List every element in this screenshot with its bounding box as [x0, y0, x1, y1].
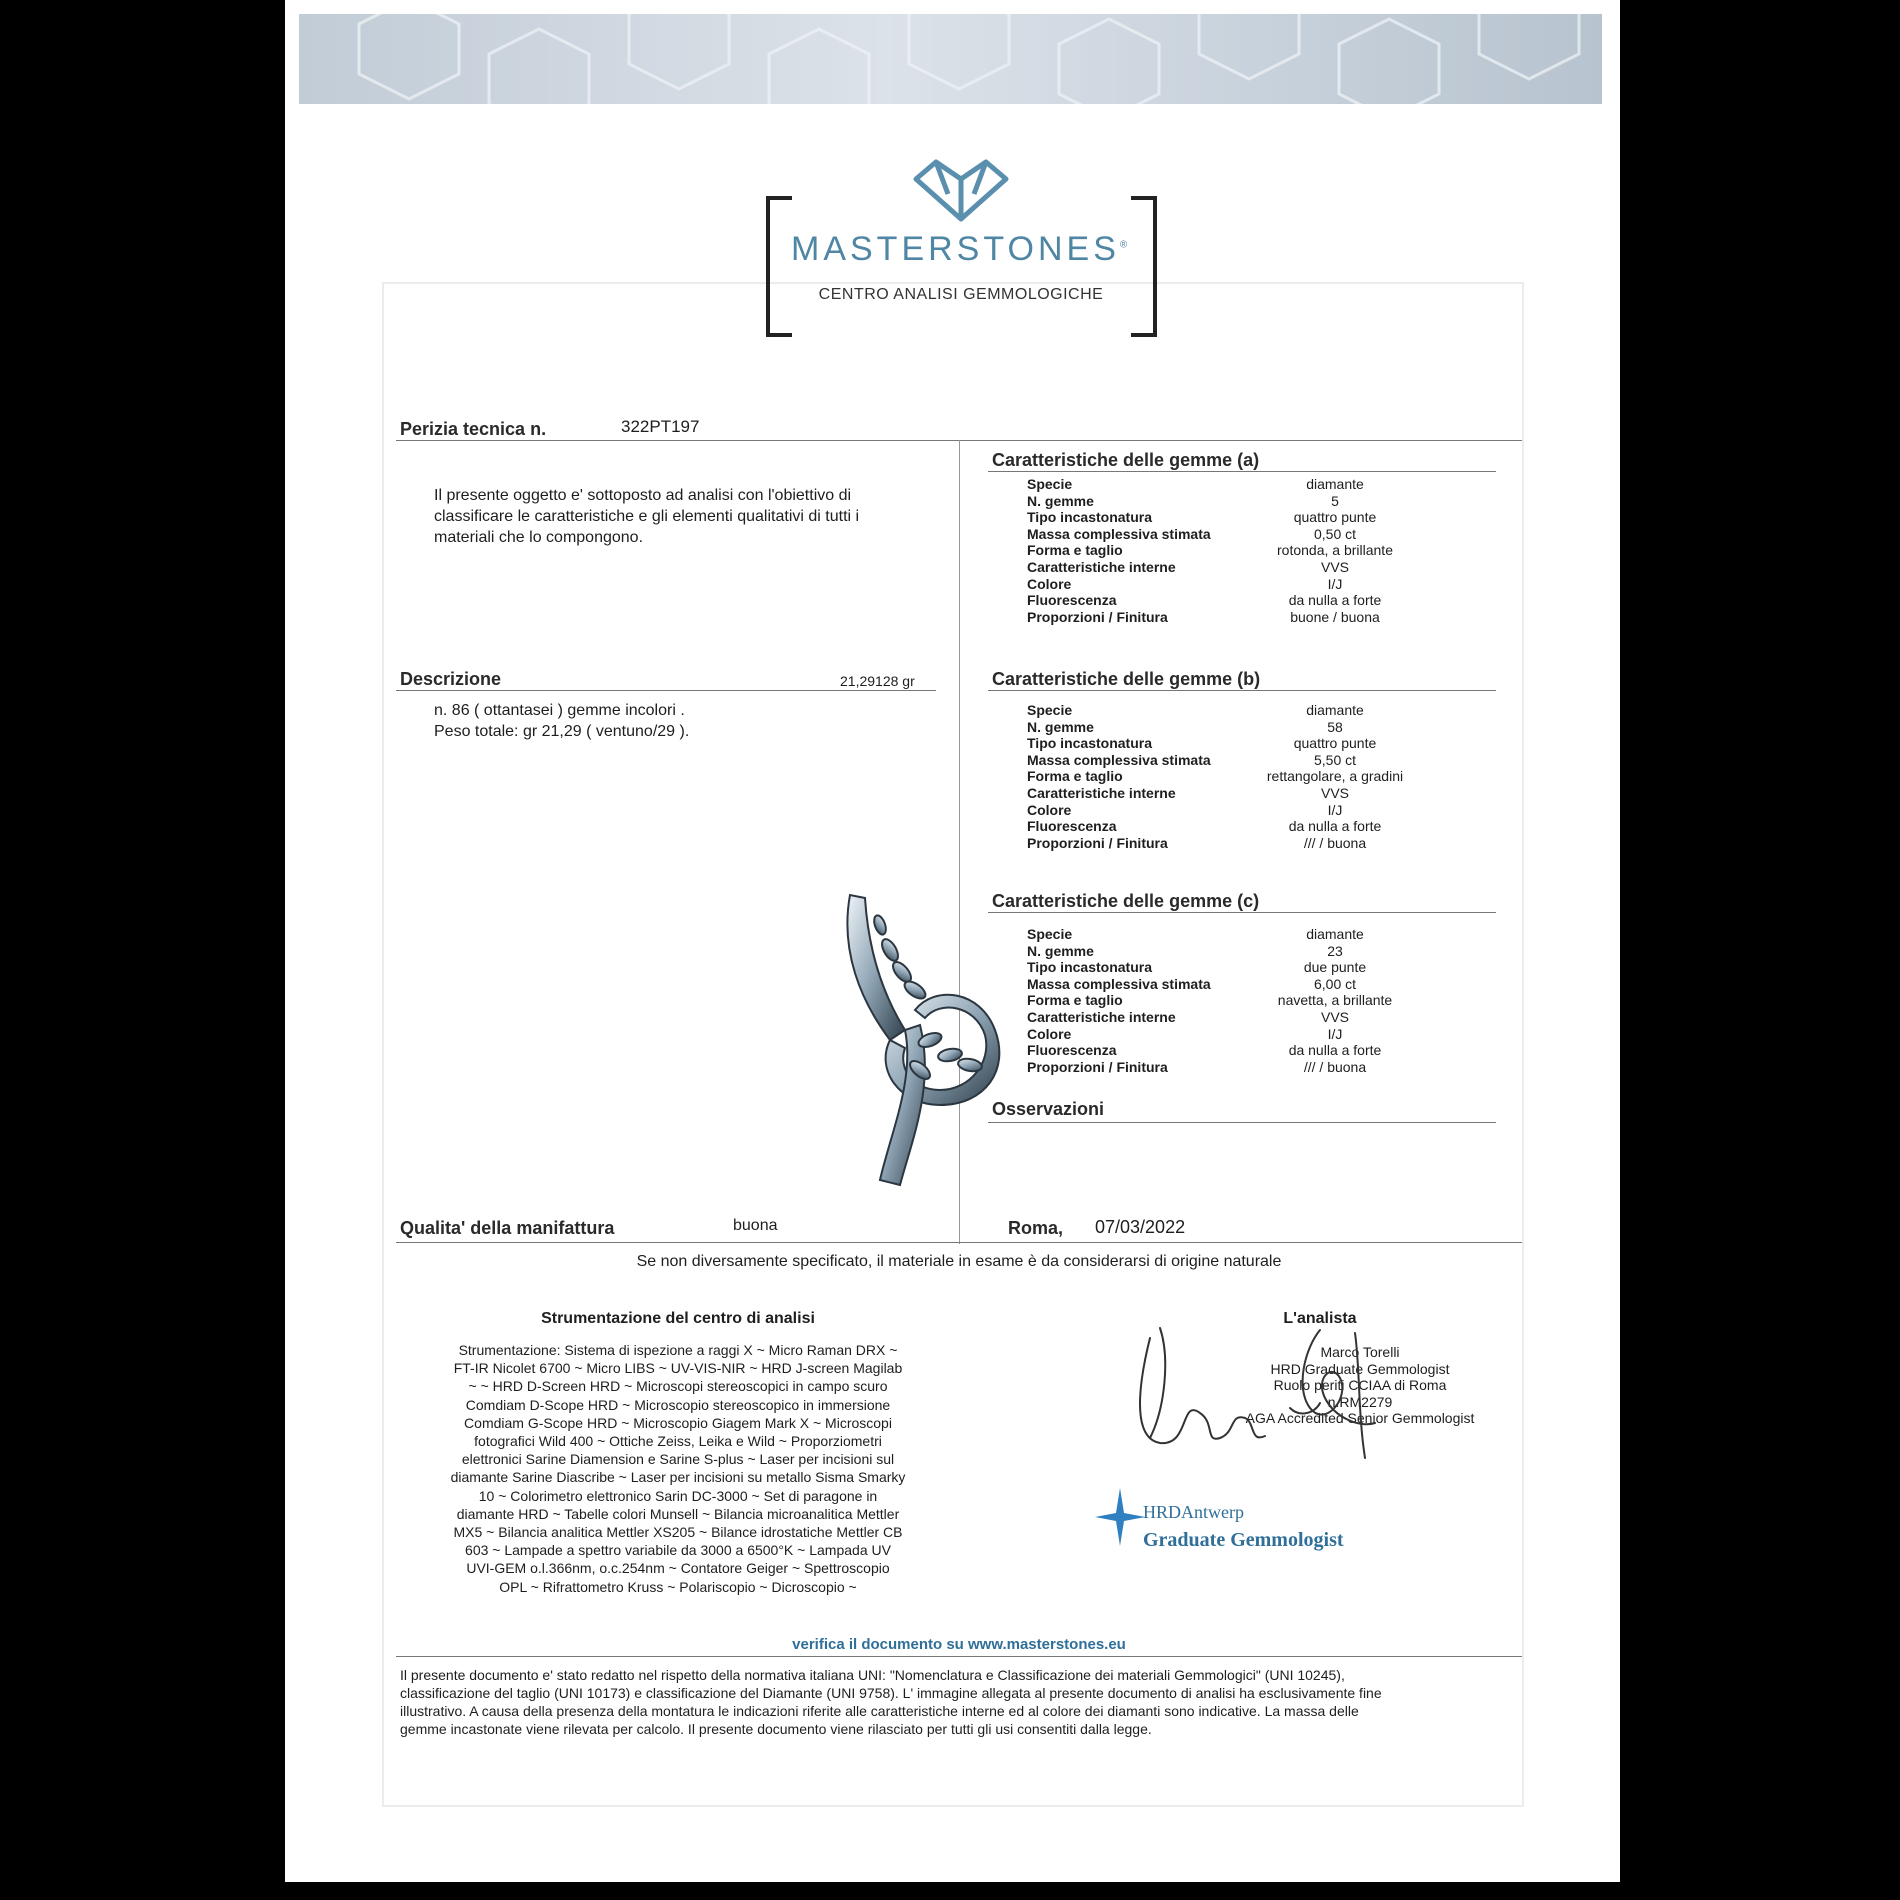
hrd-line2: Graduate Gemmologist [1143, 1529, 1344, 1551]
divider-gemme-b [988, 690, 1496, 691]
certificate-sheet [285, 0, 1620, 1882]
divider-gemme-c [988, 912, 1496, 913]
gemme-b-values: diamante 58 quattro punte 5,50 ct rettangolare, a gradini VVS I/J da nulla a forte /// / buona [1266, 702, 1404, 851]
intro-text: Il presente oggetto e' sottoposto ad analisi con l'obiettivo di classificare le caratteristiche e gli elementi qualitativi di tutti i materiali che lo compongono. [434, 487, 860, 546]
perizia-label: Perizia tecnica n. [400, 419, 547, 439]
city-label: Roma, [1008, 1218, 1064, 1238]
gemme-c-labels: Specie N. gemme Tipo incastonatura Massa complessiva stimata Forma e taglio Caratteristiche interne Colore Fluorescenza Proporzioni / Finitura [1027, 926, 1211, 1075]
hrd-star-icon [1095, 1488, 1145, 1546]
gemme-b-title: Caratteristiche delle gemme (b) [992, 669, 1261, 689]
origin-note: Se non diversamente specificato, il materiale in esame è da considerarsi di origine naturale [636, 1253, 1282, 1270]
verify-link[interactable]: verifica il documento su www.masterstones.eu [792, 1636, 1126, 1653]
strumentazione-text: Strumentazione: Sistema di ispezione a raggi X ~ Micro Raman DRX ~ FT-IR Nicolet 6700 ~ Micro LIBS ~ UV-VIS-NIR ~ HRD J-screen Magilab ~ ~ HRD D-Screen HRD ~ Microscopi stereoscopici in campo scuro Comdiam D-Scope HRD ~ Microscopio stereoscopico in immersione Comdiam G-Scope HRD ~ Microscopio Giagem Mark X ~ Microscopi fotografici Wild 400 ~ Ottiche Zeiss, Leika e Wild ~ Proporziometri elettronici Sarine Diamension e Sarine S-plus ~ Laser per incisioni sul diamante Sarine Diascribe ~ Laser per incisioni su metallo Sisma Smarky 10 ~ Colorimetro elettronico Sarin DC-3000 ~ Set di paragone in diamante HRD ~ Tabelle colori Munsell ~ Bilancia microanalitica Mettler MX5 ~ Bilancia analitica Mettler XS205 ~ Bilance idrostatiche Mettler CB 603 ~ Lampade a spettro variabile da 3000 a 6500°K ~ Lampada UV UVI-GEM o.l.366nm, o.c.254nm ~ Contatore Geiger ~ Spettroscopio OPL ~ Rifrattometro Kruss ~ Polariscopio ~ Dicroscopio ~ [450, 1342, 906, 1595]
divider-descrizione [396, 690, 936, 691]
descrizione-weight: 21,29128 gr [840, 673, 915, 689]
analista-title: L'analista [1283, 1310, 1357, 1327]
gemme-a-values: diamante 5 quattro punte 0,50 ct rotonda, a brillante VVS I/J da nulla a forte buone / buona [1277, 476, 1393, 625]
hexagon-pattern [299, 14, 1602, 104]
gemme-a-title: Caratteristiche delle gemme (a) [992, 450, 1260, 470]
gemme-b-labels: Specie N. gemme Tipo incastonatura Massa complessiva stimata Forma e taglio Caratteristiche interne Colore Fluorescenza Proporzioni / Finitura [1027, 702, 1211, 851]
gemme-c-values: diamante 23 due punte 6,00 ct navetta, a brillante VVS I/J da nulla a forte /// / buona [1277, 926, 1393, 1075]
analista-credentials: Marco Torelli HRD Graduate Gemmologist Ruolo periti CCIAA di Roma n.RM2279 AGA Accredited Senior Gemmologist [1245, 1344, 1475, 1427]
brooch-image [820, 890, 1040, 1190]
divider-legal [396, 1656, 1522, 1657]
signature [1120, 1318, 1410, 1483]
divider-gemme-a [988, 471, 1496, 472]
header-band [299, 14, 1602, 104]
brand-subtitle: CENTRO ANALISI GEMMOLOGICHE [818, 286, 1104, 303]
gemme-a-labels: Specie N. gemme Tipo incastonatura Massa complessiva stimata Forma e taglio Caratteristiche interne Colore Fluorescenza Proporzioni / Finitura [1027, 476, 1211, 625]
hrd-line1: HRDAntwerp [1143, 1502, 1244, 1522]
osservazioni-title: Osservazioni [992, 1099, 1105, 1119]
gemme-c-title: Caratteristiche delle gemme (c) [992, 891, 1260, 911]
manifattura-value: buona [733, 1217, 778, 1234]
document-date: 07/03/2022 [1095, 1217, 1186, 1237]
strumentazione-title: Strumentazione del centro di analisi [541, 1310, 815, 1327]
divider-bottom [396, 1242, 1522, 1243]
legal-text: Il presente documento e' stato redatto nel rispetto della normativa italiana UNI: "Nomenclatura e Classificazione dei materiali Gemmologici" (UNI 10245), classificazione del taglio (UNI 10173) e classificazione del Diamante (UNI 9758). L' immagine allegata al presente documento di analisi ha esclusivamente fine illustrativo. A causa della presenza della montatura le indicazioni riferite alle caratteristiche interne ed al colore dei diamanti sono indicative. La massa delle gemme incastonate viene rilevata per calcolo. Il presente documento viene rilasciato per tutti gli usi consentiti dalla legge. [400, 1667, 1382, 1737]
descrizione-text: n. 86 ( ottantasei ) gemme incolori . Peso totale: gr 21,29 ( ventuno/29 ). [434, 702, 690, 740]
divider-osservazioni [988, 1122, 1496, 1123]
brand-name: MASTERSTONES® [791, 230, 1132, 268]
perizia-number: 322PT197 [621, 417, 700, 436]
descrizione-title: Descrizione [400, 669, 502, 689]
manifattura-label: Qualita' della manifattura [400, 1218, 615, 1238]
